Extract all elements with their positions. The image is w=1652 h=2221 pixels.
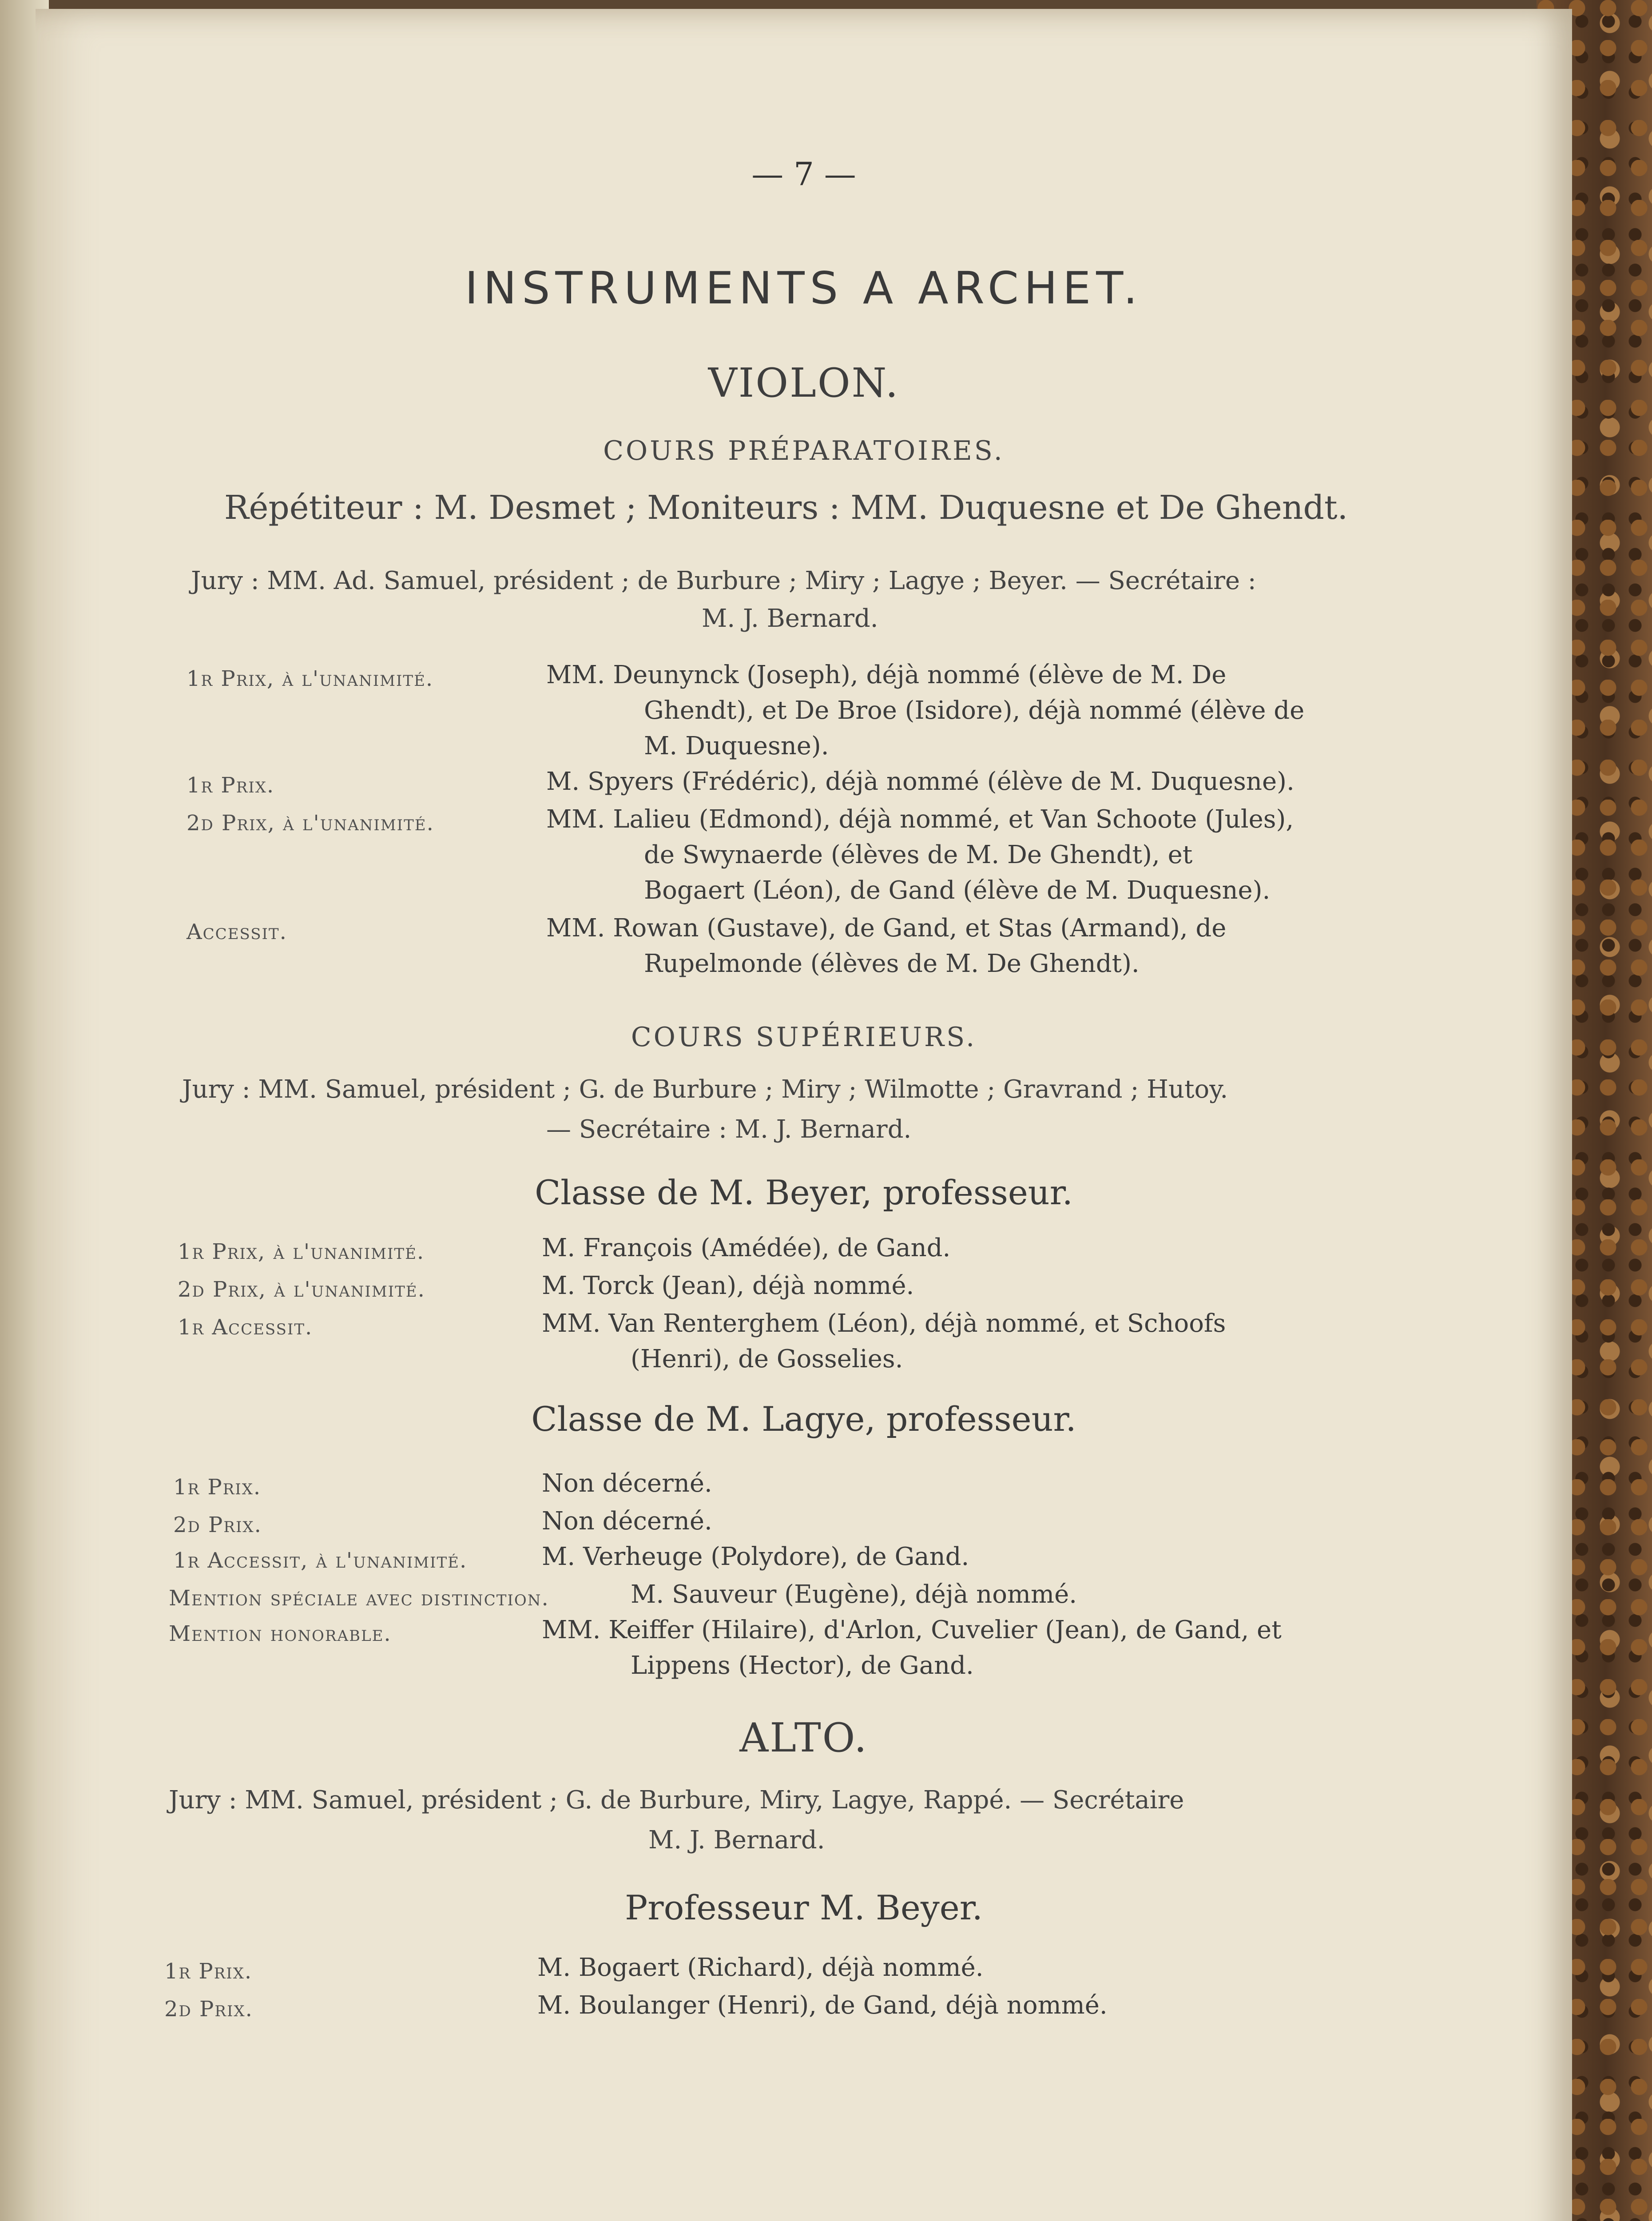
- award-recipient: M. Duquesne).: [644, 732, 829, 760]
- award-label: 1r Accessit.: [178, 1315, 313, 1340]
- award-label: 2d Prix, à l'unanimité.: [187, 811, 434, 836]
- award-recipient: Non décerné.: [542, 1507, 712, 1536]
- award-label: Accessit.: [187, 919, 287, 944]
- award-recipient: Rupelmonde (élèves de M. De Ghendt).: [644, 949, 1140, 978]
- award-recipient: M. Spyers (Frédéric), déjà nommé (élève de M. Duquesne).: [546, 767, 1295, 796]
- cours-preparatoires-heading: COURS PRÉPARATOIRES.: [603, 435, 1005, 466]
- jury-line: Jury : MM. Ad. Samuel, président ; de Burbure ; Miry ; Lagye ; Beyer. — Secrétaire :: [191, 566, 1256, 595]
- alto-heading: ALTO.: [739, 1715, 868, 1761]
- document-page: [36, 9, 1572, 2221]
- award-label: 1r Prix, à l'unanimité.: [187, 666, 434, 691]
- page-number: — 7 —: [751, 155, 856, 193]
- award-recipient: M. François (Amédée), de Gand.: [542, 1234, 951, 1262]
- award-recipient: MM. Deunynck (Joseph), déjà nommé (élève de M. De: [546, 661, 1227, 689]
- cours-superieurs-heading: COURS SUPÉRIEURS.: [631, 1022, 977, 1053]
- award-recipient: Non décerné.: [542, 1469, 712, 1498]
- award-recipient: M. Verheuge (Polydore), de Gand.: [542, 1542, 969, 1571]
- violon-heading: VIOLON.: [708, 360, 900, 406]
- award-label: 1r Prix, à l'unanimité.: [178, 1239, 425, 1264]
- classe-lagye-heading: Classe de M. Lagye, professeur.: [531, 1399, 1076, 1439]
- award-recipient: Lippens (Hector), de Gand.: [631, 1651, 974, 1680]
- award-recipient: MM. Van Renterghem (Léon), déjà nommé, et Schoofs: [542, 1309, 1226, 1338]
- award-label: 1r Prix.: [187, 773, 275, 798]
- award-recipient: MM. Lalieu (Edmond), déjà nommé, et Van Schoote (Jules),: [546, 805, 1294, 834]
- jury-line: Jury : MM. Samuel, président ; G. de Burbure ; Miry ; Wilmotte ; Gravrand ; Hutoy.: [182, 1075, 1228, 1104]
- award-recipient: M. Boulanger (Henri), de Gand, déjà nommé.: [537, 1991, 1108, 2020]
- alto-professeur-heading: Professeur M. Beyer.: [625, 1888, 983, 1927]
- award-label: 1r Accessit, à l'unanimité.: [173, 1548, 468, 1573]
- award-label: 1r Prix.: [164, 1959, 253, 1984]
- award-recipient: MM. Rowan (Gustave), de Gand, et Stas (Armand), de: [546, 914, 1227, 943]
- award-label: 2d Prix.: [173, 1513, 262, 1537]
- award-label: 2d Prix, à l'unanimité.: [178, 1277, 425, 1302]
- award-recipient: M. Bogaert (Richard), déjà nommé.: [537, 1953, 984, 1982]
- award-recipient: de Swynaerde (élèves de M. De Ghendt), et: [644, 840, 1193, 869]
- award-recipient: M. Torck (Jean), déjà nommé.: [542, 1271, 914, 1300]
- award-label: 1r Prix.: [173, 1475, 262, 1500]
- award-recipient: M. Sauveur (Eugène), déjà nommé.: [631, 1580, 1077, 1609]
- jury-line-continued: — Secrétaire : M. J. Bernard.: [546, 1115, 912, 1144]
- repetiteur-line: Répétiteur : M. Desmet ; Moniteurs : MM. Duquesne et De Ghendt.: [224, 489, 1348, 527]
- jury-line: Jury : MM. Samuel, président ; G. de Burbure, Miry, Lagye, Rappé. — Secrétaire: [169, 1786, 1184, 1815]
- jury-line-continued: M. J. Bernard.: [702, 604, 878, 633]
- award-recipient: Bogaert (Léon), de Gand (élève de M. Duquesne).: [644, 876, 1271, 905]
- award-recipient: (Henri), de Gosselies.: [631, 1345, 903, 1373]
- section-title: INSTRUMENTS A ARCHET.: [465, 262, 1143, 314]
- classe-beyer-heading: Classe de M. Beyer, professeur.: [535, 1173, 1073, 1212]
- award-label: Mention spéciale avec distinction.: [169, 1586, 549, 1611]
- award-label: 2d Prix.: [164, 1997, 253, 2022]
- jury-line-continued: M. J. Bernard.: [648, 1826, 825, 1855]
- award-recipient: Ghendt), et De Broe (Isidore), déjà nommé (élève de: [644, 696, 1305, 725]
- award-recipient: MM. Keiffer (Hilaire), d'Arlon, Cuvelier (Jean), de Gand, et: [542, 1616, 1282, 1644]
- award-label: Mention honorable.: [169, 1621, 392, 1646]
